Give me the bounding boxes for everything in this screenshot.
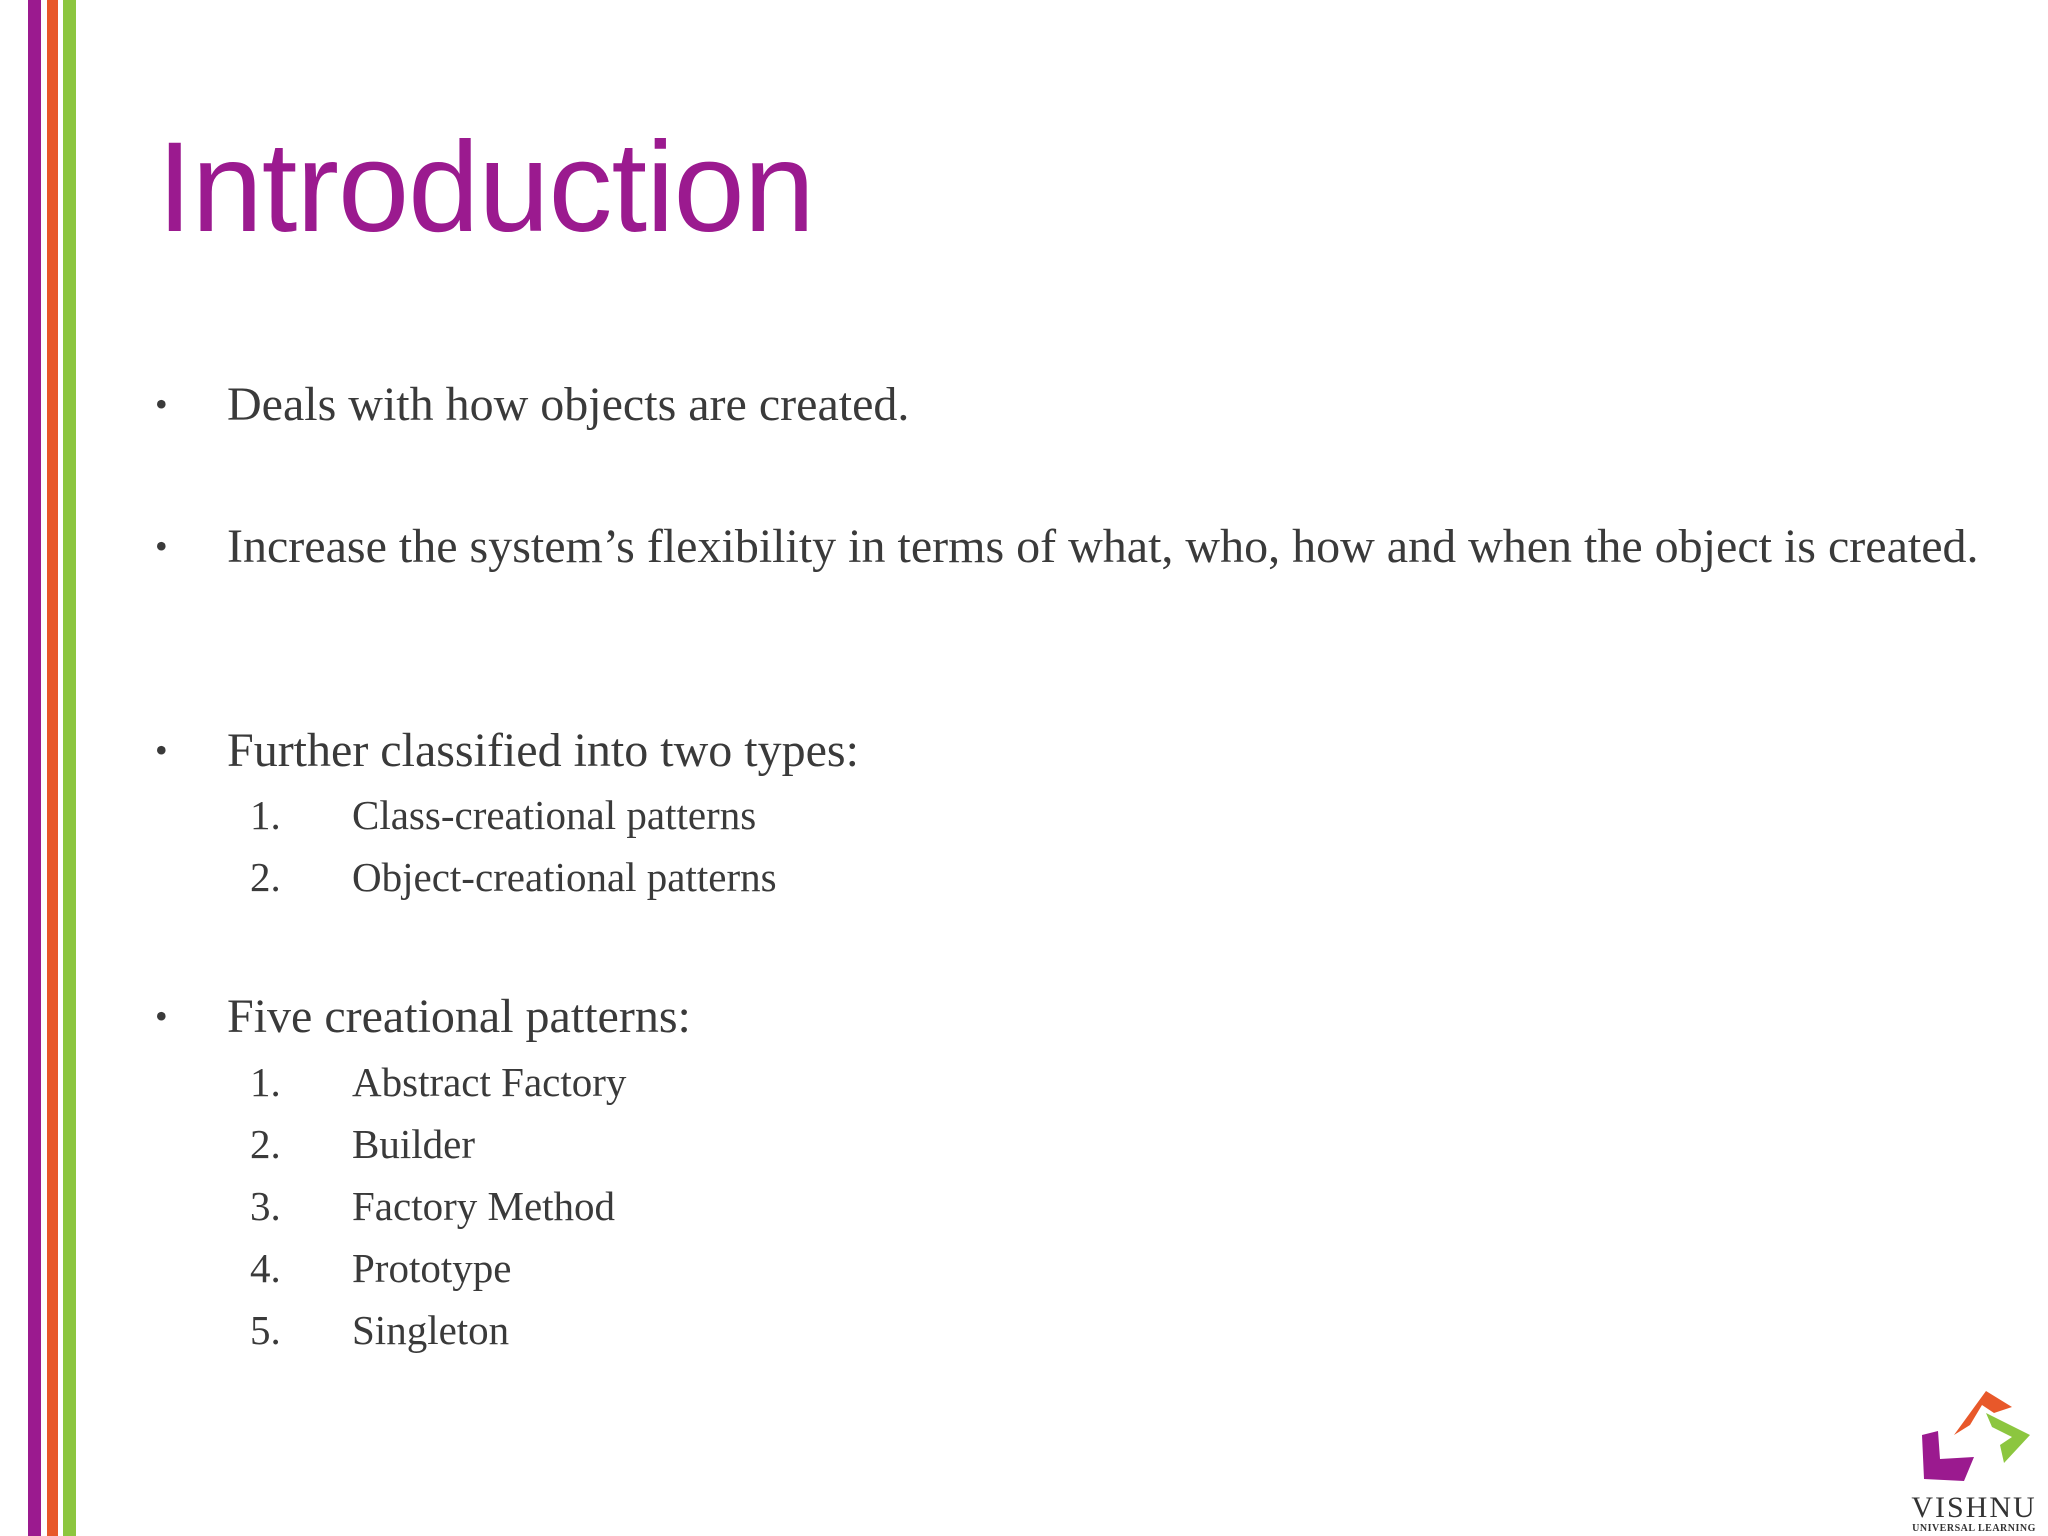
bullet-text: Five creational patterns: bbox=[227, 990, 691, 1043]
vishnu-logo bbox=[1904, 1383, 2044, 1533]
list-label: Abstract Factory bbox=[352, 1059, 627, 1105]
bullet-text: Further classified into two types: bbox=[227, 724, 859, 777]
bullet-marker: • bbox=[155, 996, 168, 1036]
list-label: Builder bbox=[352, 1121, 475, 1167]
logo-wordmark: VISHNU bbox=[1911, 1491, 2037, 1524]
bullet-marker: • bbox=[155, 526, 168, 566]
orange-stripe bbox=[47, 0, 58, 1536]
list-number: 2. bbox=[250, 1121, 281, 1167]
bullet-text: Deals with how objects are created. bbox=[227, 378, 910, 431]
purple-stripe bbox=[28, 0, 41, 1536]
list-number: 1. bbox=[250, 792, 281, 838]
list-label: Factory Method bbox=[352, 1183, 616, 1229]
list-label: Object-creational patterns bbox=[352, 854, 777, 900]
bullet-text: Increase the system’s flexibility in terms of what, who, how and when the object is created. bbox=[227, 520, 1979, 573]
bullet-marker: • bbox=[155, 730, 168, 770]
list-label: Prototype bbox=[352, 1245, 512, 1291]
logo-tagline: UNIVERSAL LEARNING bbox=[1912, 1523, 2036, 1534]
list-number: 4. bbox=[250, 1245, 281, 1291]
list-number: 2. bbox=[250, 854, 281, 900]
slide-title: Introduction bbox=[157, 116, 814, 259]
list-number: 1. bbox=[250, 1059, 281, 1105]
list-number: 5. bbox=[250, 1307, 281, 1353]
green-stripe bbox=[63, 0, 76, 1536]
list-label: Class-creational patterns bbox=[352, 792, 757, 838]
list-number: 3. bbox=[250, 1183, 281, 1229]
vishnu-logo-icon bbox=[1904, 1383, 2044, 1491]
list-label: Singleton bbox=[352, 1307, 510, 1353]
bullet-marker: • bbox=[155, 384, 168, 424]
